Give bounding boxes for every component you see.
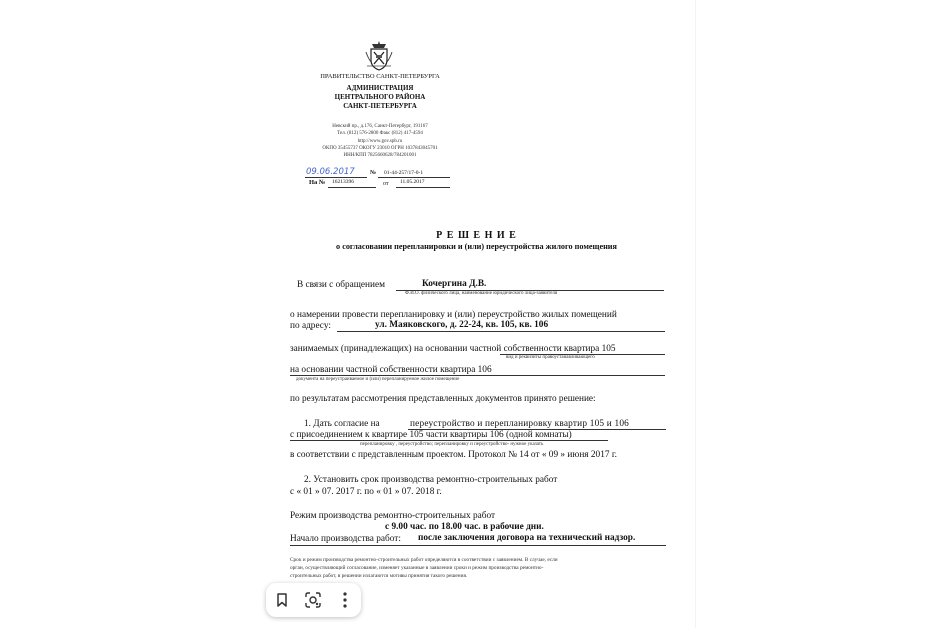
applicant-caption: Ф.И.О. физического лица, наименование юридического лица-заявителя (405, 291, 558, 296)
appeal-prefix: В связи с обращением (297, 280, 386, 290)
footnote: Срок и режим производства ремонтно-строительных работ определяются в соответствии с заявлением. В случае, если орган, осуществляющий согласование, изменяет указанные в заявлении сроки и режим производства ремонтно- строительных работ, в решении излагаются мотивы принятия такого решения. (290, 557, 558, 579)
applicant-name: Кочергина Д.В. (422, 279, 487, 289)
decision-heading: Р Е Ш Е Н И Е (436, 230, 517, 241)
start-value: после заключения договора на технический надзор. (418, 533, 636, 543)
more-icon (342, 591, 348, 609)
number-label: № (370, 170, 377, 176)
ref-date-underline (396, 187, 450, 188)
item1-project: в соответствии с представленным проектом. Протокол № 14 от « 09 » июня 2017 г. (290, 450, 617, 460)
occupied-caption: вид и реквизиты правоустанавливающего (506, 355, 595, 360)
item1-prefix: 1. Дать согласие на (304, 419, 380, 429)
item2-dates: с « 01 » 07. 2017 г. по « 01 » 07. 2018 г. (290, 487, 442, 497)
address-value: ул. Маяковского, д. 22-24, кв. 105, кв. 106 (375, 320, 549, 330)
basis-caption: документа на переустраиваемое и (или) перепланируемое жилое помещение (296, 377, 460, 382)
doc-number: 01-44-257/17-0-1 (384, 170, 424, 176)
gov-title: ПРАВИТЕЛЬСТВО САНКТ-ПЕТЕРБУРГА (320, 73, 440, 80)
item1-caption: перепланировку , переустройство; перепланировку и переустройство- нужное указать (360, 442, 544, 447)
ref-label: На № (309, 179, 326, 186)
address-underline (337, 331, 665, 332)
ref-ot-label: от (383, 181, 389, 187)
intent-line: о намерении провести перепланировку и (или) переустройство жилых помещений (290, 310, 617, 320)
start-underline (290, 545, 666, 546)
item1-underline2 (290, 440, 608, 441)
start-prefix: Начало производства работ: (290, 534, 401, 544)
mode-label: Режим производства ремонтно-строительных работ (290, 511, 496, 521)
basis-text: на основании частной собственности квартира 106 (290, 365, 492, 375)
occupied-text: занимаемых (принадлежащих) на основании частной собственности квартира 105 (290, 344, 616, 354)
number-underline (378, 177, 450, 178)
contact-info: Невский пр., д.176, Санкт-Петербург, 191167 Тел. (812) 576-2800 Факс (812) 417-4594 http://www.gov.spb.ru ОКПО 35455737 ОКОГУ 23010 ОГРН 1037843045701 ИНН/КПП 7825660628/784201001 (322, 124, 438, 159)
handwritten-date: 09.06.2017 (306, 167, 355, 177)
bookmark-icon (275, 592, 289, 608)
lens-button[interactable] (301, 588, 325, 612)
mode-value: с 9.00 час. по 18.00 час. в рабочие дни. (385, 522, 544, 532)
bookmark-button[interactable] (270, 588, 294, 612)
basis-underline (290, 375, 665, 376)
ref-underline (328, 187, 376, 188)
date-underline (305, 177, 367, 178)
page-edge-right (695, 0, 696, 628)
decision-subheading: о согласовании перепланировки и (или) переустройства жилого помещения (336, 242, 617, 251)
ref-date: 11.05.2017 (400, 179, 425, 185)
lens-icon (304, 591, 322, 609)
coat-of-arms-icon (364, 40, 394, 72)
address-prefix: по адресу: (290, 321, 331, 331)
floating-toolbar (266, 583, 361, 617)
results-line: по результатам рассмотрения представленных документов принято решение: (290, 394, 596, 404)
ref-number: 16213396 (332, 179, 354, 185)
more-options-button[interactable] (333, 588, 357, 612)
item1-text: переустройство и перепланировку квартир 105 и 106 (410, 419, 630, 429)
item2-line: 2. Установить срок производства ремонтно-строительных работ (304, 475, 558, 485)
item1-text2: с присоединением к квартире 105 части квартиры 106 (одной комнаты) (290, 430, 572, 440)
admin-name: АДМИНИСТРАЦИЯ ЦЕНТРАЛЬНОГО РАЙОНА САНКТ-ПЕТЕРБУРГА (334, 84, 426, 110)
